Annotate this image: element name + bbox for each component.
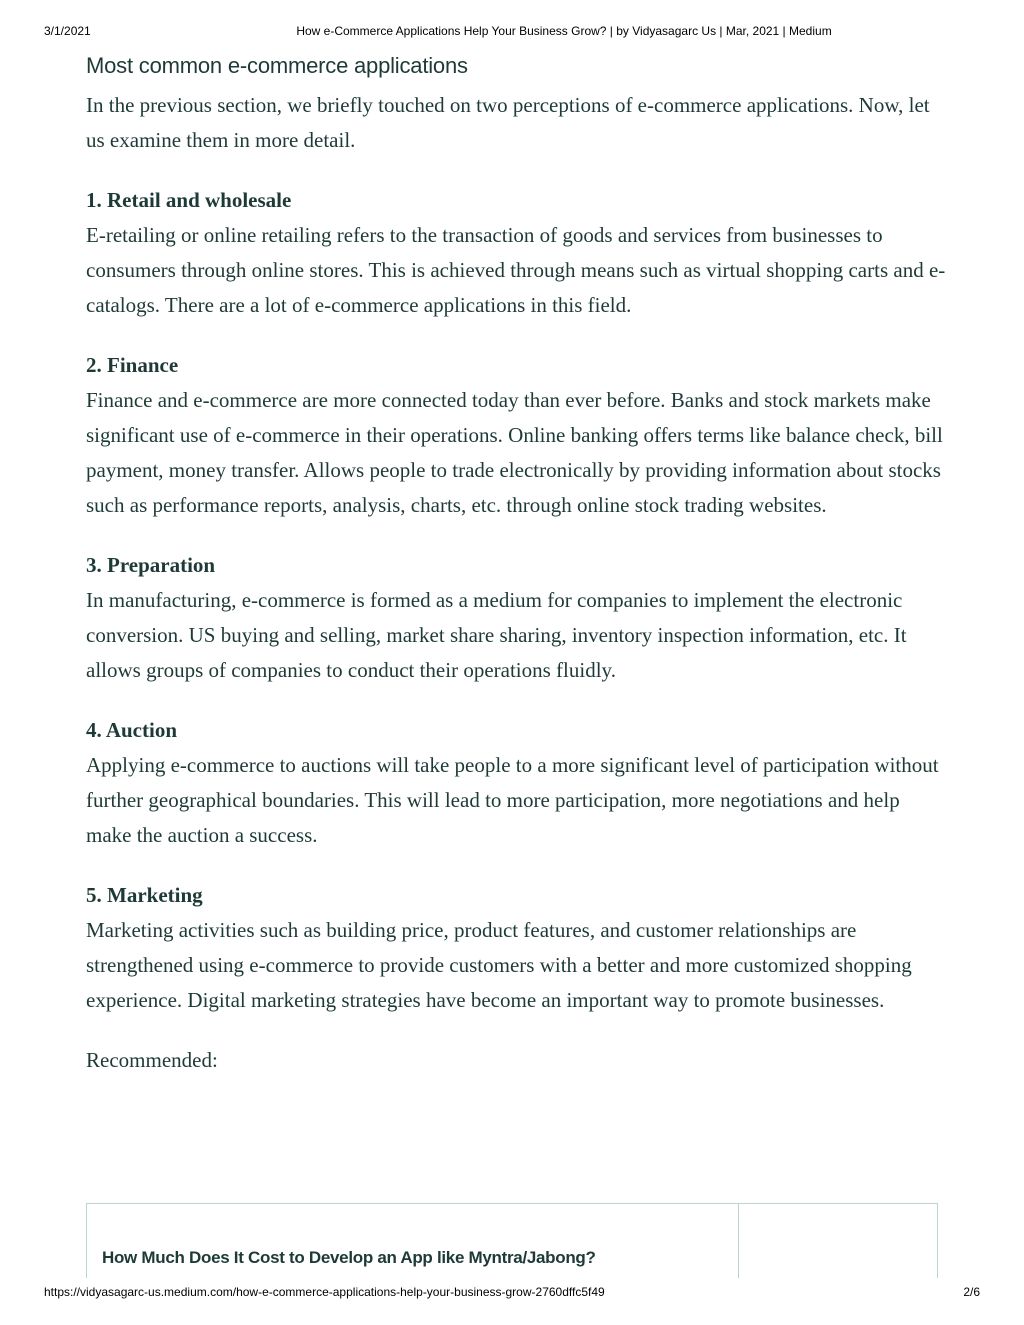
subheading-marketing: 5. Marketing: [86, 883, 203, 907]
paragraph-auction: Applying e-commerce to auctions will take people to a more significant level of participation without further geographical boundaries. This will lead to more participation, more negotiations and help make the auction a success.: [86, 753, 939, 847]
recommended-label: Recommended:: [86, 1048, 218, 1072]
intro-paragraph: In the previous section, we briefly touched on two perceptions of e-commerce applications. Now, let us examine them in more detail.: [86, 93, 930, 152]
subheading-retail: 1. Retail and wholesale: [86, 188, 292, 212]
subheading-finance: 2. Finance: [86, 353, 179, 377]
article-body: [86, 52, 946, 1078]
print-footer: [0, 1285, 1024, 1303]
section-heading: Most common e-commerce applications: [86, 53, 468, 78]
paragraph-retail: E-retailing or online retailing refers to the transaction of goods and services from businesses to consumers through online stores. This is achieved through means such as virtual shopping carts and e-catalogs. There are a lot of e-commerce applications in this field.: [86, 223, 946, 317]
subheading-auction: 4. Auction: [86, 718, 178, 742]
paragraph-preparation: In manufacturing, e-commerce is formed as a medium for companies to implement the electronic conversion. US buying and selling, market share sharing, inventory inspection information, etc. It allows groups of companies to conduct their operations fluidly.: [86, 588, 907, 682]
print-header: [0, 24, 1024, 42]
print-date: 3/1/2021: [44, 24, 91, 38]
print-title: How e-Commerce Applications Help Your Business Grow? | by Vidyasagarc Us | Mar, 2021 | Medium: [296, 24, 832, 38]
recommended-card-title[interactable]: How Much Does It Cost to Develop an App like Myntra/Jabong?: [102, 1248, 596, 1267]
print-url: https://vidyasagarc-us.medium.com/how-e-commerce-applications-help-your-business-grow-2760dffc5f49: [44, 1285, 605, 1299]
paragraph-marketing: Marketing activities such as building price, product features, and customer relationships are strengthened using e-commerce to provide customers with a better and more customized shopping experience. Digital marketing strategies have become an important way to promote businesses.: [86, 918, 912, 1012]
subheading-preparation: 3. Preparation: [86, 553, 216, 577]
page-number: 2/6: [963, 1285, 980, 1299]
paragraph-finance: Finance and e-commerce are more connected today than ever before. Banks and stock markets make significant use of e-commerce in their operations. Online banking offers terms like balance check, bill payment, money transfer. Allows people to trade electronically by providing information about stocks such as performance reports, analysis, charts, etc. through online stock trading websites.: [86, 388, 943, 517]
